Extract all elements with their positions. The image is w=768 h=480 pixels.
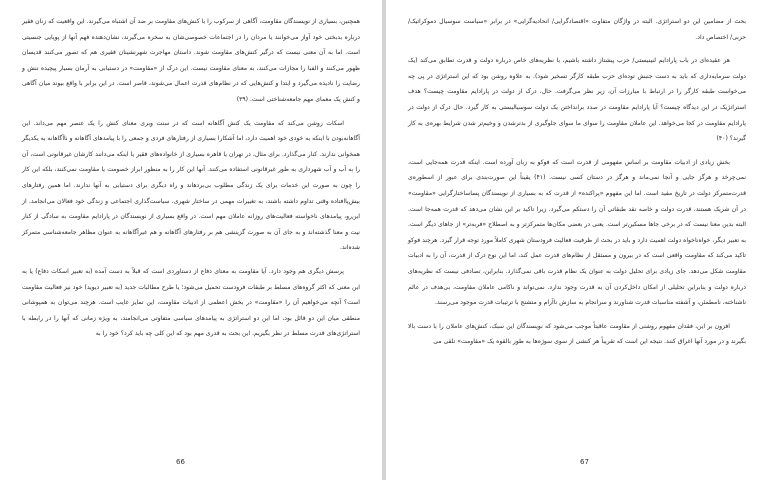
right-paragraph-4: افزون بر این، فقدان مفهوم روشنی از مقاومت عاقبتاً موجب می‌شود که نویسندگان این سبک، کنش‌های عاملان را با دست بالا بگیرند و در مورد آنها اغراق کنند. نتیجه این است که تقریباً هر کنشی از سوی سوژه‌ها به طور بالقوه یک «مقاومت» تلقی می	[408, 322, 746, 346]
right-paragraph-2: هر عقیده‌ای در باب پارادایم لنینیستی/ حزب پیشتاز داشته باشیم، با نظریه‌های خاص درباره دولت و قدرت تطابق می‌کند (یک دولت سرمایه‌داری که باید به دست جنبش توده‌ای حزب طبقه کارگر تسخیر شود). به علاوه روشن بود که این استراتژی در پی چه می‌خواست طبقه کارگر را در ارتباط با مبارزات آن، زیر نظر می‌گرفت. حال، درک از دولت در پارادایم مقاومت چیست؟ هدف استراتژیک در این دیدگاه چیست؟ آیا پارادایم مقاومت در صدد برانداختن یک دولت سوسیالیستی به کار گیرد. حال درک از دولت در پارادایم مقاومت در کجا می‌خواهد. این عاملان مقاومت را سوای ما سوای جلوگیری از بدترشدن و وخیم‌تر شدن شرایط بهره‌ی به کار گیرند؟ (۴۰)	[408, 57, 746, 143]
right-page-number: 67	[580, 458, 589, 466]
right-page	[386, 0, 768, 480]
right-paragraph-3: بخش زیادی از ادبیات مقاومت بر اساس مفهومی از قدرت است که فوکو به زبان آورده است. اینکه قدرت همه‌جایی است، نمی‌چرخد و هرگز جایی و آنجا نمی‌ماند و هرگز در دستان کسی نیست. (۴۱) یقیناً این صورت‌بندی برای عبور از اسطوره‌ی قدرت‌متمرکز دولت در تاریخ مفید است. اما این مفهوم «پراکنده» از قدرت که به بسیاری از نویسندگان پساساختارگرایی «مقاومت» در آن شریک هستند، قدرت دولت و خاصه نقد طبقاتی آن را دستکم می‌گیرد. زیرا تاکید بر این نشان می‌دهد که قدرت همه‌جا است. البته بدین معنا نیست که در برخی جاها مسکین‌تر است. یعنی در بعضی مکان‌ها متمرکزتر و به اصطلاح «فربه‌تر» از جاهای دیگر است. به تعبیر دیگر، خواه‌ناخواه دولت اهمیت دارد و باید در بحث از ظرفیت فعالیت فرودستان شهری کاملاً مورد توجه قرار گیرد. هرچند فوکو تاکید می‌کند که مقاومت واقعی است که در بیرون و مستقل از نظام‌های قدرت عمل کند، اما این نوع درک از قدرت، آن را به ادبیات مقاومت شکل می‌دهد. جای زیادی برای تحلیل دولت به عنوان یک نظام قدرت باقی نمی‌گذارد. بنابراین، تصادفی نیست که نظریه‌های درباره دولت و بنابراین تحلیلی از امکان داخل‌کردن آن به قدرت وجود ندارد. نمی‌تواند و ناکامی عاملان مقاومت، بی‌هدف در عالم ناشناخته، نامطمئن، و آشفته مناسبات قدرت شناورند و سرانجام به سازش ناآرام و متشنج با ترتیبات قدرت موجود می‌رسند.	[408, 158, 746, 307]
left-paragraph-3: پرسش دیگری هم وجود دارد. آیا مقاومت به معنای دفاع از دستاوردی است که قبلاً به دست آمده (به تعبیر اسکات دفاع) یا به این معنی که اکثر گروه‌های مسلط بر طبقات فرودست تحمیل می‌شود؛ یا طرح مطالبات جدید (به تعبیر دیوید) خود نیز فعالیت مقاومت است؟ آنچه می‌خواهیم آن را «مقاومت» در بخش اعظمی از ادبیات مقاومت، این تمایز غایب است. هرچند می‌توان به همپوشانی منطقی میان این دو قائل بود، اما این دو استراتژی به پیامدهای سیاسی متفاوتی می‌انجامند، به ویژه زمانی که آنها را در رابطه با استراتژی‌های قدرت مسلط در نظر بگیریم. این بحث به قدری مهم بود که این کلی چه باید کرد؟ خود را به	[22, 267, 360, 338]
left-page-number: 66	[176, 458, 185, 466]
right-paragraph-1: بحث از مضامین این دو استراتژی. البته در واژگان متفاوت «اقتصادگرایی/ انحادیه‌گرایی» در برابر «سیاست سوسیال دموکراتیک/ حزبی/ اختصاص داد.	[408, 18, 746, 41]
left-paragraph-2: اسکات روشن می‌کند که مقاومت یک کنش آگاهانه است که در سنت وبری معنای کنش را یک عنصر مهم می‌داند. این آگاهانه‌بودن با اینکه به خودی خود اهمیت دارد، اما آشکارا بسیاری از رفتارهای فردی و جمعی را با پیامدهای آگاهانه و ناآگاهانه به یکدیگر همخوانی ندارند. کنار می‌گذارد. برای مثال، در تهران یا قاهره بسیاری از خانواده‌های فقیر یا اینکه می‌دانند کارشان غیرقانونی است، آن را به آب و آب شهرداری به طور غیرقانونی استفاده می‌کنند. آنها این کار را به منظور ابراز خصومت یا مقاومت نمی‌کنند، بلکه این کار را چون به صورت این خدمات برای یک زندگی مطلوب بی‌بردهاند و راه دیگری برای دستیابی به آنها ندارند. اما همین رفتارهای بیش‌پاافتاده وقتی تداوم داشته باشند، به تغییرات مهمی در ساختار شهری، سیاست‌گذاری اجتماعی و زندگی خود فعالان می‌انجامد. از این‌رو، پیامدهای ناخواسته فعالیت‌های روزانه عاملان مهم است. در واقع بسیاری از نویسندگان در پارادایم مقاومت به سادگی از کنار نیت و معنا گذشته‌اند و به جای آن به صورت گزینشی هم بر رفتارهای آگاهانه و هم غیرآگاهانه به عنوان مظاهر جامعه‌شناسی متمرکز شده‌اند.	[22, 119, 360, 252]
left-page	[0, 0, 382, 480]
left-paragraph-1: همچنین، بسیاری از نویسندگان مقاومت، آگاهی از سرکوب را با کنش‌های مقاومت بر ضد آن اشتباه می‌گیرند. این واقعیت که زنان فقیر درباره بدبختی خود آواز می‌خوانند یا مردان را در اجتماعات خصوصی‌شان به سخره می‌گیرند، نشان‌دهنده فهم آنها از پویایی جنسیتی است. اما به آن معنی نیست که درگیر کنش‌های مقاومت شوند. داستان مهاجرت شهرنشینان فقیری هم که تصور می‌کنند قدیسان ظهور می‌کنند و الفبا را مجازات می‌کنند، به معنای مقاومت نیست. این درک از «مقاومت» در دستیابی به آرمان بسیار پیچیده تنش و رضایت را نادیده می‌گیرد و ابتدا و کنش‌هایی که در نظام‌های قدرت اعمال می‌شوند، قاصر است. در این برابر با واقع بیوند میان آگاهی و کنش یک معمای مهم جامعه‌شناختی است. (۳۹)	[22, 18, 360, 103]
